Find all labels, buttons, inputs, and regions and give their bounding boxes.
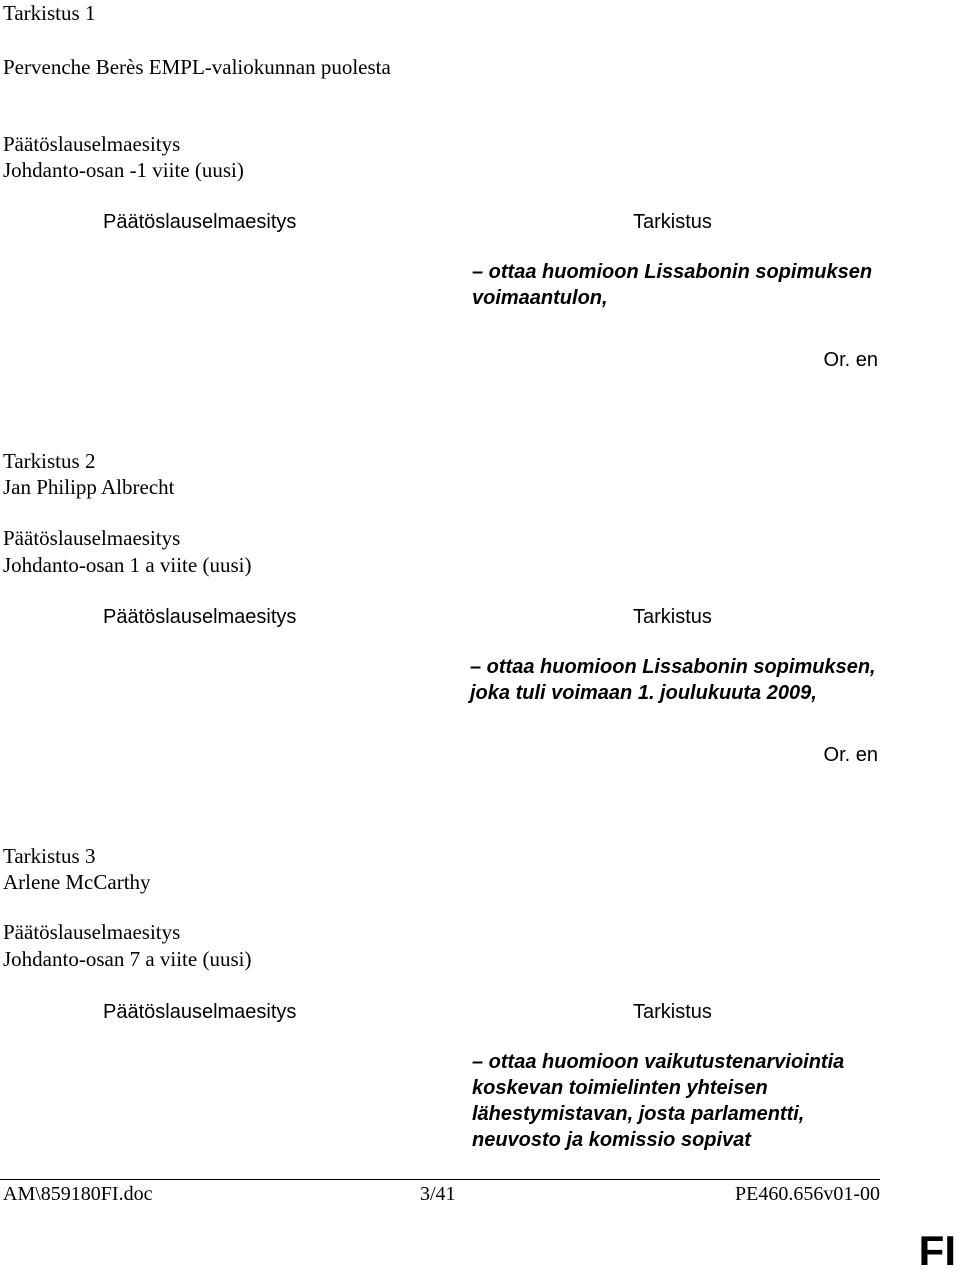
document-type: Päätöslauselmaesitys <box>3 132 181 156</box>
footer-rule <box>0 1179 880 1180</box>
column-header-left: Päätöslauselmaesitys <box>103 1001 297 1023</box>
column-header-right: Tarkistus <box>633 211 712 233</box>
document-type: Päätöslauselmaesitys <box>3 526 181 550</box>
amendment-text-line: koskevan toimielinten yhteisen <box>472 1077 768 1099</box>
amendment-heading: Tarkistus 2 <box>3 449 96 473</box>
amendment-text-line: neuvosto ja komissio sopivat <box>472 1129 751 1151</box>
amendment-text-line: – ottaa huomioon Lissabonin sopimuksen, <box>470 656 876 678</box>
amendment-text-line: – ottaa huomioon vaikutustenarviointia <box>472 1051 845 1073</box>
amendment-text-line: lähestymistavan, josta parlamentti, <box>472 1103 805 1125</box>
citation-reference: Johdanto-osan -1 viite (uusi) <box>3 158 244 182</box>
amendment-heading: Tarkistus 3 <box>3 844 96 868</box>
amendment-text-line: – ottaa huomioon Lissabonin sopimuksen <box>472 261 873 283</box>
amendment-author: Arlene McCarthy <box>3 870 151 894</box>
citation-reference: Johdanto-osan 1 a viite (uusi) <box>3 553 252 577</box>
original-language: Or. en <box>823 744 878 766</box>
footer-doc-ref: AM\859180FI.doc <box>3 1183 153 1205</box>
amendment-heading: Tarkistus 1 <box>3 1 96 25</box>
amendment-author: Pervenche Berès EMPL-valiokunnan puolesta <box>3 55 391 79</box>
language-code: FI <box>918 1227 956 1274</box>
amendment-text-line: voimaantulon, <box>472 287 608 309</box>
citation-reference: Johdanto-osan 7 a viite (uusi) <box>3 947 252 971</box>
document-type: Päätöslauselmaesitys <box>3 920 181 944</box>
column-header-left: Päätöslauselmaesitys <box>103 211 297 233</box>
amendment-author: Jan Philipp Albrecht <box>3 475 175 499</box>
column-header-right: Tarkistus <box>633 1001 712 1023</box>
column-header-right: Tarkistus <box>633 606 712 628</box>
footer-page-number: 3/41 <box>420 1183 456 1205</box>
amendment-text-line: joka tuli voimaan 1. joulukuuta 2009, <box>470 682 817 704</box>
original-language: Or. en <box>823 349 878 371</box>
column-header-left: Päätöslauselmaesitys <box>103 606 297 628</box>
footer-pe-ref: PE460.656v01-00 <box>735 1183 880 1205</box>
